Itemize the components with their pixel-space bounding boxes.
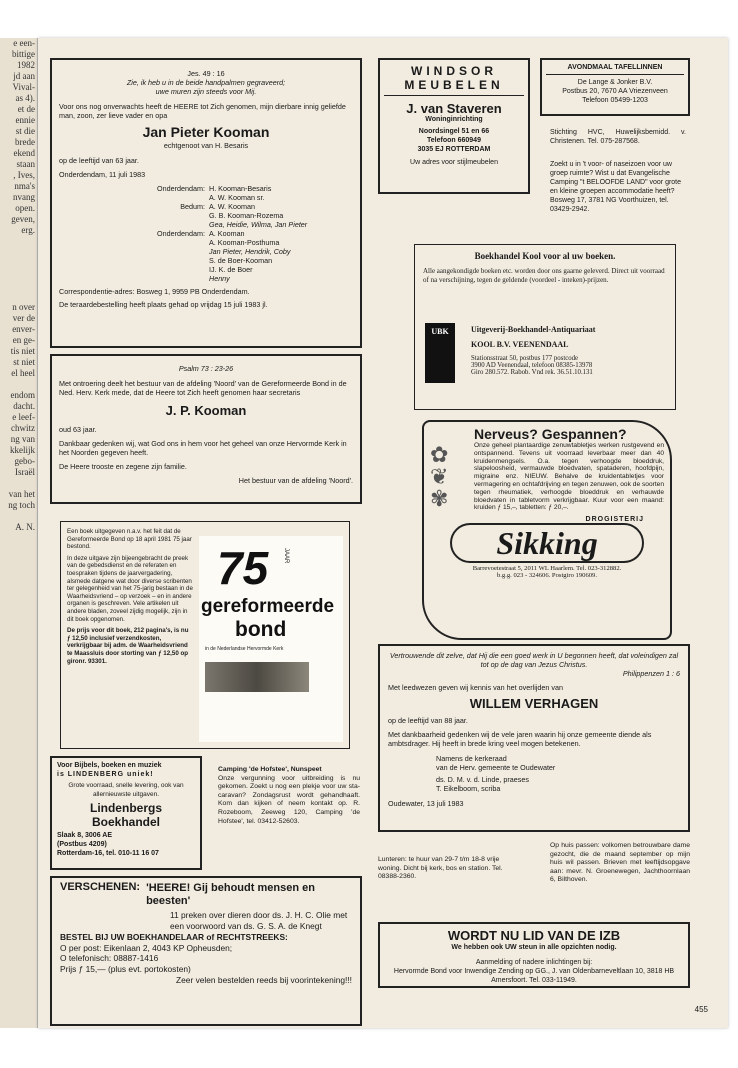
gutter-line <box>0 478 37 489</box>
verhagen-thanks: Met dankbaarheid gedenken wij de vele jaren waarin hij onze gemeente diende als ambtsdrager. Hij heeft in brede kring veel mogen betekenen. <box>388 730 652 748</box>
book-price: De prijs voor dit boek, 212 pagina's, is nu ƒ 12,50 inclusief verzendkosten, verkrijgbaar bij adm. de Waarheidsvriend te Maassluis door storting van ƒ 12,50 op gironr. 93301. <box>67 627 189 665</box>
family-place <box>59 247 209 256</box>
verschenen-price: Prijs ƒ 15,— (plus evt. portokosten) <box>60 963 191 974</box>
gutter-line <box>0 269 37 280</box>
windsor-brand-1: WINDSOR <box>411 64 497 78</box>
family-place <box>59 211 209 220</box>
camping-beloofde-land-ad: Zoekt u in 't voor- of naseizoen voor uw groep ruimte? Wist u dat Evangelische Camping "t BELOOFDE LAND" voor grote en kleine groepen accommodatie heeft? Bosweg 17, 3781 NG Voorthuizen, tel. 03429-2942. <box>550 161 682 213</box>
gutter-line: ng toch <box>8 500 35 510</box>
verhagen-intro: Met leedwezen geven wij kennis van het overlijden van <box>388 683 563 692</box>
bond-sign: Het bestuur van de afdeling 'Noord'. <box>238 476 353 485</box>
windsor-sub: Woninginrichting <box>425 116 483 123</box>
gutter-line: el heel <box>11 368 35 378</box>
family-row <box>59 220 353 229</box>
cover-number: 75 <box>217 542 269 594</box>
family-names: IJ. K. de Boer <box>209 265 253 274</box>
book-text-1: Een boek uitgegeven n.a.v. het feit dat de Gereformeerde Bond op 18 april 1981 75 jaar bestond. <box>67 528 192 551</box>
gutter-line: ng van <box>10 434 35 444</box>
gutter-line: staan <box>16 159 35 169</box>
kool-address-2: 3900 AD Veenendaal, telefoon 08385-13978 <box>471 362 593 369</box>
gutter-line: endom <box>10 390 35 400</box>
verschenen-order: BESTEL BIJ UW BOEKHANDELAAR of RECHTSTREEKS: <box>60 932 288 943</box>
family-names: S. de Boer-Kooman <box>209 256 273 265</box>
verhagen-sign-4: T. Eikelboom, scriba <box>436 784 501 793</box>
family-names: A. W. Kooman sr. <box>209 193 265 202</box>
lindenberg-address-2: (Postbus 4209) <box>57 841 107 848</box>
lindenberg-brand-2: Boekhandel <box>91 815 160 829</box>
gutter-line: kkelijk <box>10 445 35 455</box>
hvc-ad: Stichting HVC, Huwelijksbemidd. v. Christenen. Tel. 075-287568. <box>550 129 686 145</box>
verhagen-death-notice <box>378 644 690 832</box>
gutter-line <box>0 258 37 269</box>
izb-subtitle: We hebben ook UW steun in alle opzichten nodig. <box>451 944 617 951</box>
family-names: G. B. Kooman-Rozema <box>209 211 284 220</box>
bible-reference: Jes. 49 : 16 <box>187 69 225 78</box>
gutter-line: n over <box>12 302 35 312</box>
verhagen-sign-1: Namens de kerkeraad <box>436 754 507 763</box>
kool-address-1: Stationsstraat 50, postbus 177 postcode <box>471 355 579 362</box>
kool-text: Alle aangekondigde boeken etc. worden door ons gaarne geleverd. Direct uit voorraad of na verschijning, tegen de geldende (voordeel - inteken)-prijzen. <box>423 267 665 284</box>
ubk-logo <box>425 323 455 383</box>
linnen-line-1: De Lange & Jonker B.V. <box>577 79 653 86</box>
sikking-bank: b.g.g. 023 - 324606. Postgiro 190609. <box>496 572 597 580</box>
family-names: A. Kooman-Posthuma <box>209 238 280 247</box>
bond-text: Met ontroering deelt het bestuur van de afdeling 'Noord' van de Gereformeerde Bond in de Ned. Herv. Kerk mede, dat de Heere tot Zich heeft genomen haar secretaris <box>59 379 347 397</box>
gutter-line: st niet <box>13 357 35 367</box>
sikking-brand: Sikking <box>450 523 644 563</box>
verhagen-age: op de leeftijd van 88 jaar. <box>388 716 468 725</box>
bond-age: oud 63 jaar. <box>59 425 97 434</box>
gutter-line: enver- <box>12 324 35 334</box>
kooman-death-notice <box>50 58 362 348</box>
family-place <box>59 256 209 265</box>
cover-photo-bar <box>205 662 309 692</box>
lindenberg-line-1: Voor Bijbels, boeken en muziek <box>57 762 162 769</box>
gutter-line: bittige <box>12 49 35 59</box>
lindenberg-line-3: Grote voorraad, snelle levering, ook van allernieuwste uitgaven. <box>68 782 184 798</box>
bond-wish: De Heere trooste en zegene zijn familie. <box>59 462 187 471</box>
gutter-line: van het <box>8 489 35 499</box>
cover-jaar: JAAR <box>283 548 289 564</box>
family-row <box>59 184 353 193</box>
gutter-line: st die <box>15 126 35 136</box>
gutter-line: geven, <box>11 214 35 224</box>
newspaper-page <box>38 38 728 1028</box>
boekhandel-kool-ad <box>414 244 676 410</box>
family-place <box>59 265 209 274</box>
gutter-line: Vival- <box>12 82 35 92</box>
izb-line-1: Aanmelding of nadere inlichtingen bij: <box>475 959 593 966</box>
windsor-tagline: Uw adres voor stijlmeubelen <box>410 159 498 166</box>
verschenen-option-2: O telefonisch: 08887-1416 <box>60 953 159 964</box>
place-date: Onderdendam, 11 juli 1983 <box>59 170 146 179</box>
family-row <box>59 274 353 283</box>
izb-ad <box>378 922 690 988</box>
family-names: Jan Pieter, Hendrik, Coby <box>209 247 291 256</box>
lindenberg-brand-1: Lindenbergs <box>89 801 162 815</box>
verhagen-quote: Vertrouwende dit zelve, dat Hij die een goed werk in U begonnen heeft, dat voleindigen zal tot op de dag van Jezus Christus. <box>389 651 679 669</box>
sikking-address: Barrevoetestraat 5, 2011 WL Haarlem. Tel. 023-312882. <box>472 565 622 573</box>
gutter-line: et de <box>17 104 35 114</box>
family-row <box>59 265 353 274</box>
lindenberg-ad <box>50 756 202 870</box>
bond-deceased-name: J. P. Kooman <box>165 403 247 418</box>
huis-passen-ad: Op huis passen: volkomen betrouwbare dame gezocht, die de maand september op mijn huis wil passen. Brieven met leeftijdsopgave aan: mevr. N. Groenewegen, Jachthoornlaan 6, Bilthoven. <box>550 842 690 884</box>
sikking-text: Onze geheel plantaardige zenuwtabletjes werken rustgevend en ontspannend. Tevens uit voorraad leverbaar meer dan 40 kruidenmengsels. O.a. tegen verhoogde bloeddruk, slapeloosheid, vermauwde bloedvaten, spataderen, hoofdpijn, migraine enz. NIEUW. Behalve de kruidentabletjes voor vermagering en ochtafdrijving en tegen zenuwen, ook de soorten tegen rheumatiek, verhoogde bloeddruk en verhauwde bloedvaten in tabletvorm verkrijgbaar. Kuur voor een maand: kruiden ƒ 15,–, tabletten: ƒ 20,–. <box>474 442 664 512</box>
gutter-line: gebo- <box>14 456 35 466</box>
family-row <box>59 247 353 256</box>
previous-page-gutter <box>0 38 38 1028</box>
family-list <box>59 184 353 283</box>
verhagen-sign-2: van de Herv. gemeente te Oudewater <box>436 763 556 772</box>
kool-title: Boekhandel Kool voor al uw boeken. <box>474 251 616 261</box>
family-names: A. Kooman <box>209 229 245 238</box>
windsor-address-1: Noordsingel 51 en 66 <box>418 128 490 135</box>
ubk-logo-text: UBK <box>431 327 449 336</box>
gutter-line: 1982 <box>17 60 35 70</box>
windsor-address-3: 3035 EJ ROTTERDAM <box>417 146 491 153</box>
sikking-drogisterij-ad <box>422 420 672 640</box>
izb-title: WORDT NU LID VAN DE IZB <box>447 928 621 943</box>
sikking-drogisterij: DROGISTERIJ <box>585 516 644 524</box>
linnen-line-2: Postbus 20, 7670 AA Vriezenveen <box>562 88 668 95</box>
gutter-line: jd aan <box>13 71 35 81</box>
family-place <box>59 274 209 283</box>
family-row <box>59 193 353 202</box>
gutter-line: ekend <box>13 148 35 158</box>
family-place: Onderdendam: <box>157 184 205 193</box>
spouse-line: echtgenoot van H. Besaris <box>163 141 249 150</box>
gutter-line <box>0 511 37 522</box>
family-place: Onderdendam: <box>157 229 205 238</box>
gutter-line <box>0 280 37 291</box>
kool-firm-2: KOOL B.V. VEENENDAAL <box>471 340 569 349</box>
gutter-line: as 4). <box>15 93 35 103</box>
psalm-reference: Psalm 73 : 23-26 <box>178 364 234 373</box>
gereformeerde-bond-book-ad <box>60 521 350 749</box>
herb-illustration: ✿ ❦ ✾ <box>430 442 449 511</box>
cover-title-1: gereformeerde <box>201 596 335 617</box>
bible-quote-1: Zie, ik heb u in de beide handpalmen gegraveerd; <box>126 78 286 87</box>
gutter-line: open. <box>15 203 35 213</box>
bond-death-notice <box>50 354 362 504</box>
intro-text: Voor ons nog onverwachts heeft de HEERE tot Zich genomen, mijn dierbare innig geliefde man, zoon, zer lieve vader en opa <box>59 102 346 120</box>
gutter-line: ennie <box>15 115 35 125</box>
windsor-name: J. van Staveren <box>406 101 502 116</box>
cover-title-2: bond <box>235 618 287 641</box>
gutter-line <box>0 236 37 247</box>
gutter-line: en ge- <box>12 335 35 345</box>
lindenberg-line-2: is LINDENBERG uniek! <box>57 771 154 778</box>
book-cover <box>199 536 343 742</box>
gutter-line: tis niet <box>10 346 35 356</box>
gutter-line <box>0 291 37 302</box>
izb-line-2: Hervormde Bond voor Inwendige Zending op GG., J. van Oldenbarneveltlaan 10, 3818 HB Amersfoort. Tel. 033-11949. <box>393 968 675 984</box>
gutter-line: , Ives, <box>13 170 35 180</box>
hofstee-camping-ad <box>218 766 360 826</box>
deceased-name: Jan Pieter Kooman <box>142 124 270 140</box>
cover-subtitle: in de Nederlandse Hervormde Kerk <box>205 646 284 652</box>
kool-address-3: Giro 280.572. Rabob. Vnd rek. 36.51.10.131 <box>471 369 593 376</box>
gutter-line: e een- <box>13 38 35 48</box>
gutter-line: e leef- <box>12 412 35 422</box>
family-row <box>59 229 353 238</box>
bond-thanks: Dankbaar gedenken wij, wat God ons in hem voor het geheel van onze Hervormde Kerk in het Noorden gegeven heeft. <box>59 439 347 457</box>
verschenen-note: Zeer velen bestelden reeds bij voorintekening!!! <box>176 974 352 985</box>
kool-firm: Uitgeverij-Boekhandel-Antiquariaat <box>471 325 596 334</box>
family-row <box>59 238 353 247</box>
gutter-line: chwitz <box>11 423 35 433</box>
verschenen-label: VERSCHENEN: <box>60 881 141 893</box>
lindenberg-address-3: Rotterdam-16, tel. 010-11 16 07 <box>57 850 159 857</box>
gutter-line: nvang <box>13 192 35 202</box>
gutter-line: brede <box>15 137 35 147</box>
family-names: Henny <box>209 274 230 283</box>
gutter-line <box>0 379 37 390</box>
gutter-line: ver de <box>12 313 35 323</box>
page-number: 455 <box>694 1005 708 1014</box>
bible-quote-2: uwe muren zijn steeds voor Mij. <box>155 87 257 96</box>
gutter-line: Israël <box>15 467 35 477</box>
linnen-title: AVONDMAAL TAFELLINNEN <box>546 64 684 75</box>
family-place <box>59 238 209 247</box>
family-place <box>59 193 209 202</box>
family-row <box>59 211 353 220</box>
windsor-brand-2: MEUBELEN <box>384 78 524 96</box>
windsor-meubelen-ad <box>378 58 530 194</box>
verschenen-title: 'HEERE! Gij behoudt mensen en beesten' <box>146 882 315 907</box>
family-names: Gea, Heidie, Wilma, Jan Pieter <box>209 220 308 229</box>
windsor-address-2: Telefoon 660949 <box>427 137 481 144</box>
lunteren-ad: Lunteren: te huur van 29-7 t/m 18-8 vrije woning. Dicht bij kerk, bos en station. Tel. 08388-2360. <box>378 856 503 881</box>
lindenberg-address-1: Slaak 8, 3006 AE <box>57 832 113 839</box>
funeral-line: De teraardebestelling heeft plaats gehad op vrijdag 15 juli 1983 jl. <box>59 300 268 309</box>
gutter-line: dacht. <box>13 401 35 411</box>
verhagen-name: WILLEM VERHAGEN <box>469 696 599 711</box>
family-row <box>59 202 353 211</box>
gutter-line: A. N. <box>15 522 35 532</box>
correspondence-address: Correspondentie-adres: Bosweg 1, 9959 PB Onderdendam. <box>59 287 250 296</box>
gutter-line: erg. <box>21 225 35 235</box>
family-place: Bedum: <box>180 202 205 211</box>
age-line: op de leeftijd van 63 jaar. <box>59 156 139 165</box>
tafellinnen-ad <box>540 58 690 116</box>
hofstee-title: Camping 'de Hofstee', Nunspeet <box>218 766 322 773</box>
verhagen-ref: Philippenzen 1 : 6 <box>622 669 680 678</box>
verhagen-date: Oudewater, 13 juli 1983 <box>388 799 464 808</box>
family-names: A. W. Kooman <box>209 202 255 211</box>
gutter-line: nma's <box>14 181 35 191</box>
verhagen-sign-3: ds. D. M. v. d. Linde, praeses <box>436 775 529 784</box>
sikking-title: Nerveus? Gespannen? <box>474 426 627 442</box>
gutter-line <box>0 247 37 258</box>
verschenen-option-1: O per post: Eikenlaan 2, 4043 KP Opheusden; <box>60 942 233 953</box>
linnen-line-3: Telefoon 05499-1203 <box>582 97 648 104</box>
hofstee-text: Onze vergunning voor uitbreiding is nu gekomen. Zoekt u nog een plekje voor uw sta-caravan? Zondagsrust wordt gehandhaaft. Kom dan kijken of neem kontakt op. R. Rozeboom, Zeeweg 120, Camping 'de Hofstee', tel. 03412-52603. <box>218 774 360 825</box>
family-place <box>59 220 209 229</box>
book-text-2: In deze uitgave zijn bijeengebracht de preek van de gebedsdienst en de referaten en toespraken tijdens de jaarvergadering, alsmede datgene wat door diverse scribenten ter gelegenheid van het 75-jarig bestaan in de Waarheidsvriend – op verzoek – en in andere organen is geschreven. Vele artikelen uit andere bladen, zoveel zijdig mogelijk, zijn in dit boek opgenomen. <box>67 554 193 623</box>
verschenen-book-ad <box>50 876 362 1026</box>
family-row <box>59 256 353 265</box>
family-names: H. Kooman-Besaris <box>209 184 272 193</box>
verschenen-line: 11 preken over dieren door ds. J. H. C. Olie met een voorwoord van ds. G. S. A. de Knegt <box>170 910 348 931</box>
